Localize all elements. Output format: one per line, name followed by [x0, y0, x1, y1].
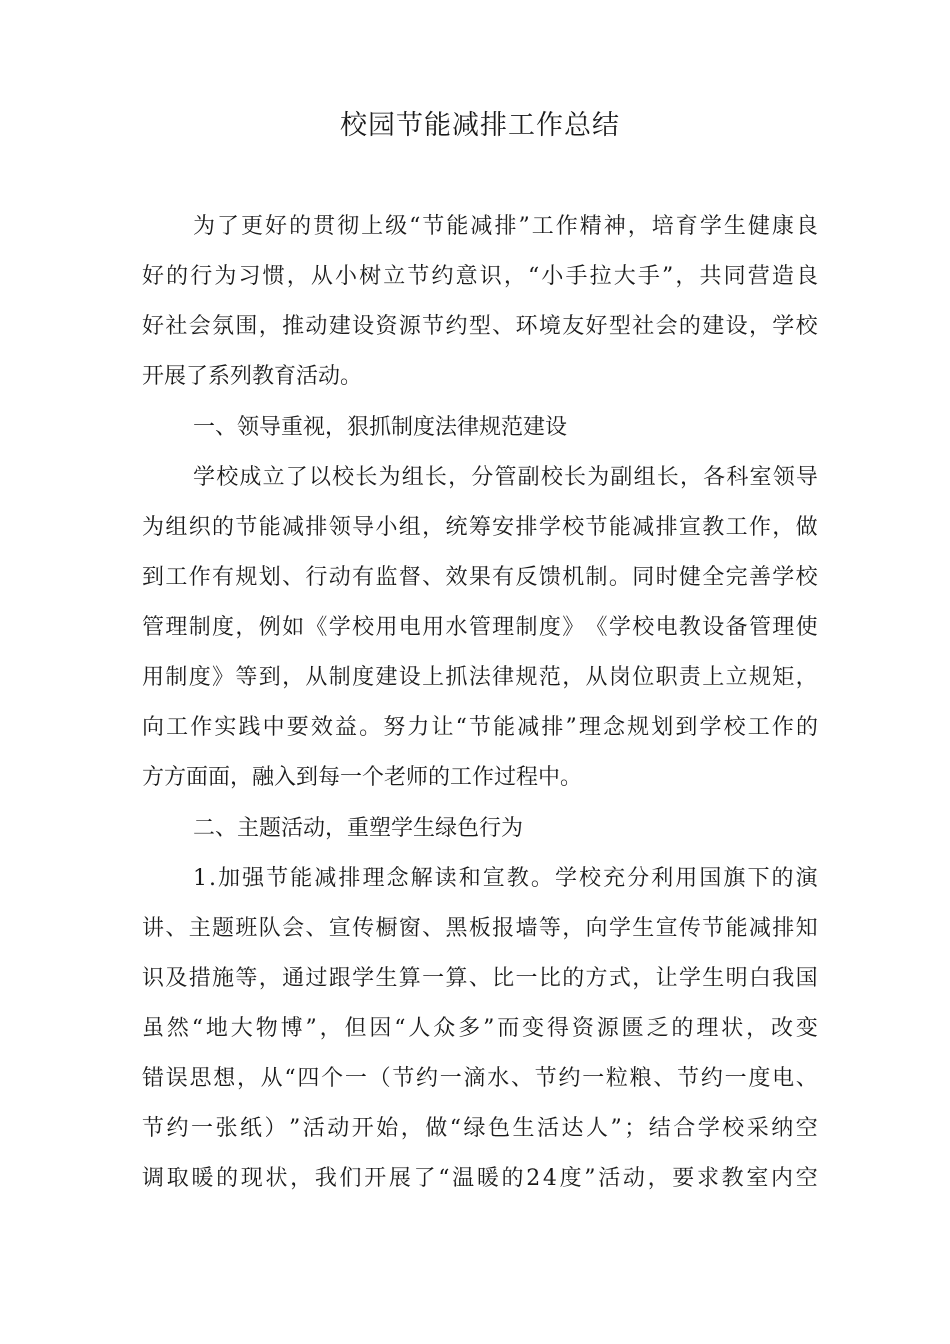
paragraph-line: 开展了系列教育活动。	[142, 364, 363, 389]
paragraph-line: 到 工 作 有 规 划 、 行 动 有 监 督 、 效 果 有 反 馈 机 制 。 同 时 健 全 完 善 学 校	[142, 565, 818, 590]
paragraph-line: 管 理 制 度 ， 例 如 《 学 校 用 电 用 水 管 理 制 度 》 《 学 校 电 教 设 备 管 理 使	[142, 615, 818, 640]
paragraph-line: 好 社 会 氛 围 ， 推 动 建 设 资 源 节 约 型 、 环 境 友 好 型 社 会 的 建 设 ， 学 校	[142, 314, 818, 339]
paragraph-line: 向 工 作 实 践 中 要 效 益 。 努 力 让 “ 节 能 减 排 ” 理 念 规 划 到 学 校 工 作 的	[142, 715, 818, 740]
paragraph-line: 用 制 度 》 等 到 ， 从 制 度 建 设 上 抓 法 律 规 范 ， 从 岗 位 职 责 上 立 规 矩 ，	[142, 665, 818, 690]
paragraph-line: 调 取 暖 的 现 状 ， 我 们 开 展 了 “ 温 暖 的 2 4 度 ” 活 动 ， 要 求 教 室 内 空	[142, 1166, 818, 1191]
section-heading: 一、领导重视，狠抓制度法律规范建设	[193, 415, 568, 440]
paragraph-line: 好 的 行 为 习 惯 ， 从 小 树 立 节 约 意 识 ， “ 小 手 拉 大 手 ” ， 共 同 营 造 良	[142, 264, 818, 289]
paragraph-line: 学 校 成 立 了 以 校 长 为 组 长 ， 分 管 副 校 长 为 副 组 长 ， 各 科 室 领 导	[193, 465, 818, 490]
section-heading: 二、主题活动，重塑学生绿色行为	[193, 816, 524, 841]
document-title: 校园节能减排工作总结	[340, 110, 620, 141]
paragraph-line: 讲 、 主 题 班 队 会 、 宣 传 橱 窗 、 黑 板 报 墙 等 ， 向 学 生 宣 传 节 能 减 排 知	[142, 916, 818, 941]
paragraph-line: 方方面面，融入到每一个老师的工作过程中。	[142, 765, 583, 790]
paragraph-line: 识 及 措 施 等 ， 通 过 跟 学 生 算 一 算 、 比 一 比 的 方 式 ， 让 学 生 明 白 我 国	[142, 966, 818, 991]
paragraph-line: 1 . 加 强 节 能 减 排 理 念 解 读 和 宣 教 。 学 校 充 分 利 用 国 旗 下 的 演	[193, 866, 818, 891]
paragraph-line: 为 了 更 好 的 贯 彻 上 级 “ 节 能 减 排 ” 工 作 精 神 ， 培 育 学 生 健 康 良	[193, 214, 818, 239]
paragraph-line: 虽 然 “ 地 大 物 博 ” ， 但 因 “ 人 众 多 ” 而 变 得 资 源 匮 乏 的 理 状 ， 改 变	[142, 1016, 818, 1041]
paragraph-line: 为 组 织 的 节 能 减 排 领 导 小 组 ， 统 筹 安 排 学 校 节 能 减 排 宣 教 工 作 ， 做	[142, 515, 818, 540]
paragraph-line: 错 误 思 想 ， 从 “ 四 个 一 （ 节 约 一 滴 水 、 节 约 一 粒 粮 、 节 约 一 度 电 、	[142, 1066, 818, 1091]
paragraph-line: 节 约 一 张 纸 ） ” 活 动 开 始 ， 做 “ 绿 色 生 活 达 人 ” ； 结 合 学 校 采 纳 空	[142, 1116, 818, 1141]
